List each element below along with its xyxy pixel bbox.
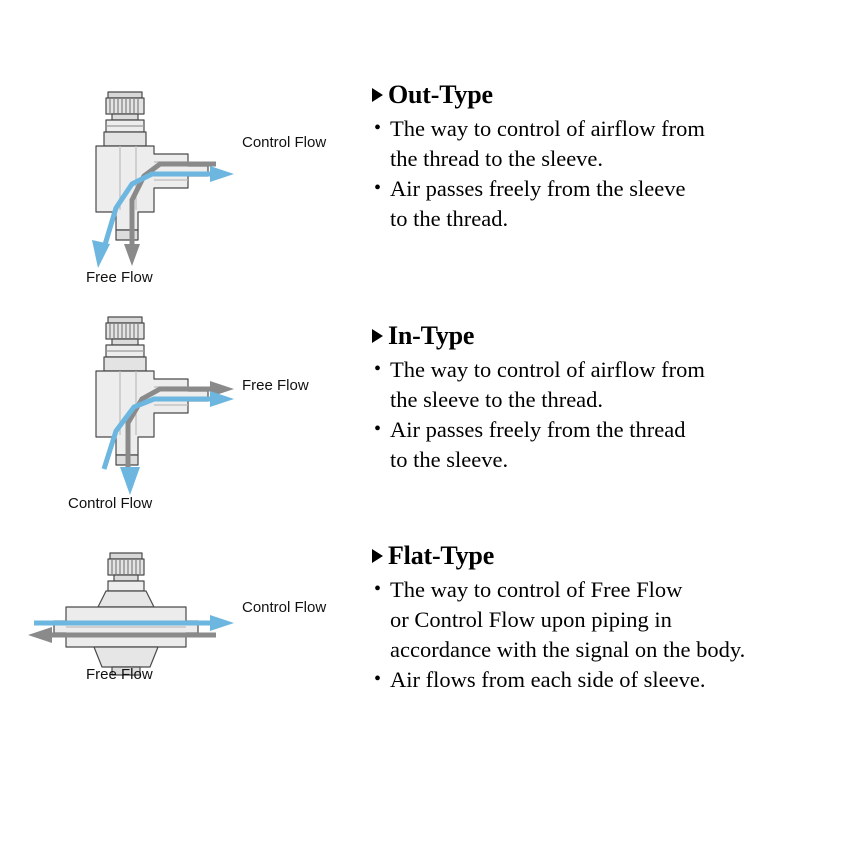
bullet-line: Air passes freely from the thread [390,417,686,442]
out-type-heading [372,80,832,110]
bullet-line: to the thread. [390,206,509,231]
flat-type-bullet-list [372,575,832,695]
control-flow-label: Control Flow [68,495,153,512]
out-type-bullet-list [372,114,832,234]
flat-type-text [372,541,832,695]
list-item [372,355,832,415]
bullet-line: to the sleeve. [390,447,509,472]
in-type-bullet-list [372,355,832,475]
out-type-valve-diagram [20,80,370,310]
list-item [372,575,832,665]
bullet-line: the sleeve to the thread. [390,387,604,412]
out-type-heading-label: Out-Type [388,80,493,109]
triangle-bullet-icon [372,549,383,563]
in-type-valve-diagram [20,305,370,535]
bullet-line: The way to control of Free Flow [390,577,683,602]
in-type-heading [372,321,832,351]
free-flow-label: Free Flow [86,666,153,683]
flat-type-valve-diagram [20,535,370,765]
bullet-line: Air passes freely from the sleeve [390,176,686,201]
triangle-bullet-icon [372,88,383,102]
section-out-type [0,80,850,310]
list-item [372,174,832,234]
free-flow-label: Free Flow [242,377,309,394]
bullet-line: The way to control of airflow from [390,357,705,382]
section-flat-type [0,535,850,765]
triangle-bullet-icon [372,329,383,343]
in-type-heading-label: In-Type [388,321,475,350]
bullet-line: the thread to the sleeve. [390,146,604,171]
flat-type-heading [372,541,832,571]
bullet-line: The way to control of airflow from [390,116,705,141]
list-item [372,415,832,475]
section-in-type [0,305,850,535]
bullet-line: Air flows from each side of sleeve. [390,667,706,692]
free-flow-label: Free Flow [86,269,153,286]
bullet-line: or Control Flow upon piping in [390,607,672,632]
control-flow-label: Control Flow [242,134,327,151]
list-item [372,114,832,174]
in-type-text [372,321,832,475]
list-item [372,665,832,695]
bullet-line: accordance with the signal on the body. [390,637,746,662]
control-flow-label: Control Flow [242,599,327,616]
out-type-text [372,80,832,234]
flat-type-heading-label: Flat-Type [388,541,495,570]
